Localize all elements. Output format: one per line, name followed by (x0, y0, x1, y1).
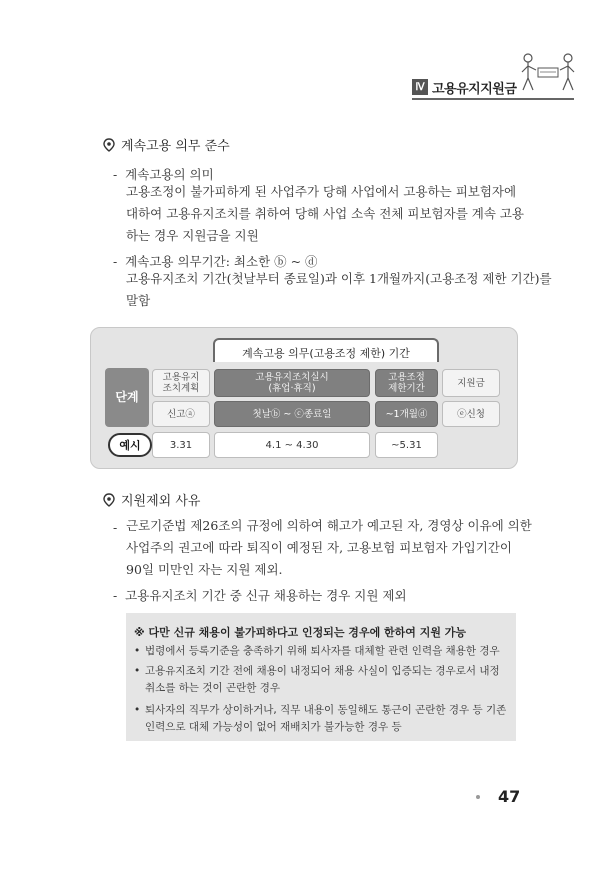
chapter-number: Ⅳ (412, 79, 428, 95)
section2-title: 지원제외 사유 (121, 494, 201, 509)
section1-item2-body (126, 268, 552, 312)
page-footer (476, 787, 520, 806)
section1-item1: - 계속고용의 의미 (113, 167, 214, 182)
example-report: 3.31 (152, 432, 210, 458)
text-line: 고용유지조치 기간(첫날부터 종료일)과 이후 1개월까지(고용조정 제한 기간)를 (126, 271, 552, 286)
example-label: 예시 (108, 433, 152, 457)
text-line: 하는 경우 지원금을 지원 (126, 228, 259, 243)
location-pin-icon (103, 493, 115, 507)
note-item (134, 643, 510, 660)
bracket-label: 계속고용 의무(고용조정 제한) 기간 (242, 347, 410, 360)
step-month: ~1개월ⓓ (375, 401, 438, 427)
text-line: 사업주의 권고에 따라 퇴직이 예정된 자, 고용보험 피보험자 가입기간이 (126, 540, 512, 555)
note-item-line: 퇴사자의 직무가 상이하거나, 직무 내용이 동일해도 통근이 곤란한 경우 등 기존 (145, 704, 507, 716)
text-line: 말함 (126, 293, 151, 308)
text-line: 근로기준법 제26조의 규정에 의하여 해고가 예고된 자, 경영상 이유에 의한 (126, 518, 532, 533)
section1-item1-title: 계속고용의 의미 (125, 167, 214, 182)
note-item (134, 702, 510, 736)
note-item-line: 고용유지조치 기간 전에 채용이 내정되어 채용 사실이 입증되는 경우로서 내정 (145, 665, 500, 677)
location-pin-icon (103, 138, 115, 152)
text-line: 고용조정이 불가피하게 된 사업주가 당해 사업에서 고용하는 피보험자에 (126, 184, 517, 199)
example-month: ~5.31 (375, 432, 438, 458)
page-number: 47 (498, 787, 521, 806)
section2-item2: - 고용유지조치 기간 중 신규 채용하는 경우 지원 제외 (113, 588, 407, 603)
chapter-title: 고용유지지원금 (432, 81, 517, 97)
example-period: 4.1 ~ 4.30 (214, 432, 370, 458)
note-item-line: 인력으로 대체 가능성이 없어 재배치가 불가능한 경우 등 (145, 721, 402, 733)
section1-item1-body (126, 181, 524, 247)
note-title: ※ 다만 신규 채용이 불가피하다고 인정되는 경우에 한하여 지원 가능 (134, 626, 467, 639)
footer-dot (476, 795, 480, 799)
text-line: 대하여 고용유지조치를 취하여 당해 사업 소속 전체 피보험자를 계속 고용 (126, 206, 525, 221)
header-plan: 고용유지 조치계획 (152, 369, 210, 397)
section2-item2-text: 고용유지조치 기간 중 신규 채용하는 경우 지원 제외 (125, 588, 407, 603)
section1-item2-title: 계속고용 의무기간: 최소한 ⓑ ~ ⓓ (125, 254, 318, 269)
bullet-icon: • (134, 645, 141, 657)
note-item (134, 663, 510, 697)
step-apply: ⓔ신청 (442, 401, 500, 427)
section1-item2: - 계속고용 의무기간: 최소한 ⓑ ~ ⓓ (113, 254, 318, 269)
section2-item1-body (126, 515, 532, 581)
chapter-heading (412, 78, 516, 96)
section2-item1-dash: - (113, 520, 118, 535)
note-item-line: 취소를 하는 것이 곤란한 경우 (145, 682, 281, 694)
header-subsidy: 지원금 (442, 369, 500, 397)
bullet-icon: • (134, 704, 141, 716)
step-period: 첫날ⓑ ~ ⓒ종료일 (214, 401, 370, 427)
bullet-icon: • (134, 665, 141, 677)
header-restriction: 고용조정 제한기간 (375, 369, 438, 397)
section1-heading (103, 135, 230, 154)
note-item-line: 법령에서 등록기준을 충족하기 위해 퇴사자를 대체할 관련 인력을 채용한 경우 (145, 645, 500, 657)
stage-label: 단계 (105, 368, 149, 427)
section2-heading (103, 490, 200, 509)
section1-title: 계속고용 의무 준수 (121, 139, 230, 154)
header-implementation: 고용유지조치실시 (휴업·휴직) (214, 369, 370, 397)
step-report: 신고ⓐ (152, 401, 210, 427)
people-illustration-icon (520, 48, 576, 96)
text-line: 90일 미만인 자는 지원 제외. (126, 562, 283, 577)
header-rule (412, 98, 574, 100)
